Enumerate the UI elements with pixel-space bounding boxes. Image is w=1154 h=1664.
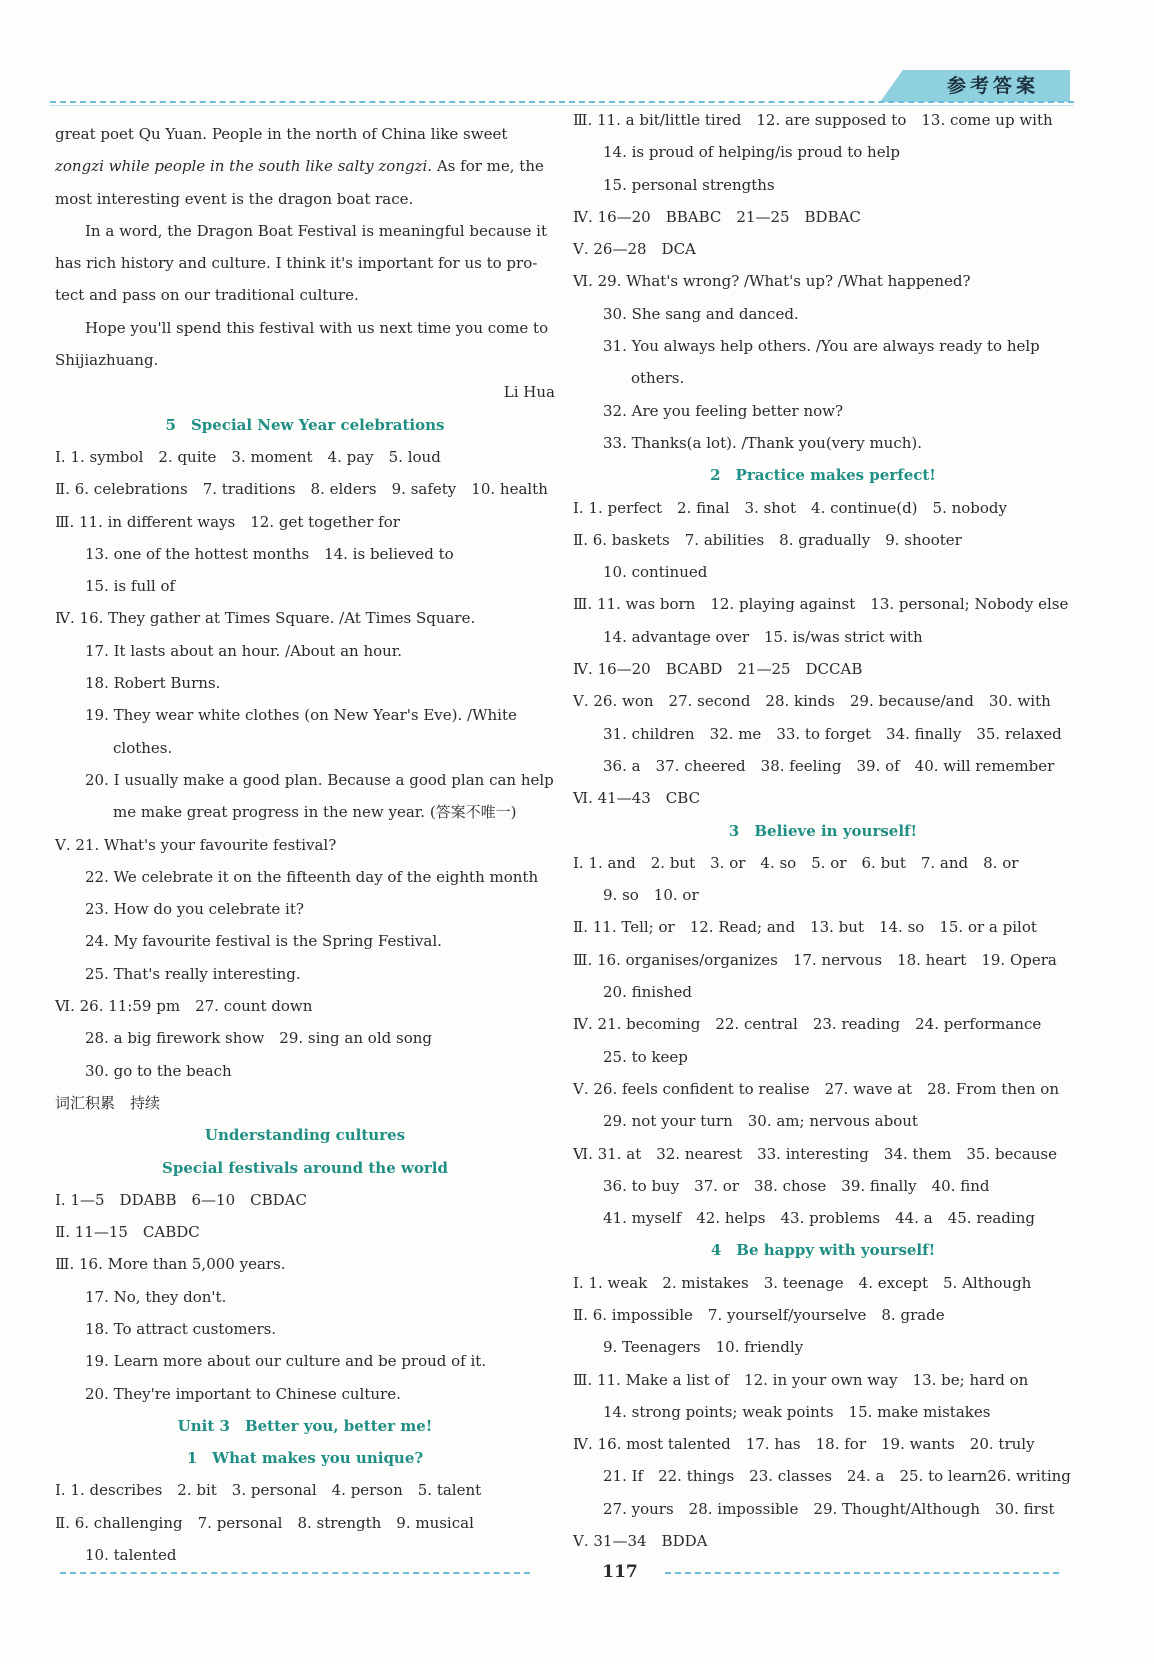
essay-paragraph-2: In a word, the Dragon Boat Festival is meaningful because it has rich history and culture. I think it's important for us to pro- tect and pass on our traditional culture.: [55, 221, 547, 305]
section-heading: 4 Be happy with yourself!: [710, 1241, 936, 1260]
answer-line: Ⅴ. 21. What's your favourite festival?: [55, 835, 337, 854]
answer-line: 20. finished: [603, 983, 692, 1002]
page-footer: [60, 1562, 1059, 1582]
answer-line: 10. continued: [603, 563, 708, 582]
left-column: [55, 118, 555, 1571]
answer-line: Ⅴ. 31—34 BDDA: [573, 1532, 708, 1551]
vocab-note: 词汇积累 持续: [55, 1093, 161, 1112]
answer-line: Ⅲ. 16. organises/organizes 17. nervous 18. heart 19. Opera: [573, 950, 1057, 969]
section-heading: Special festivals around the world: [162, 1158, 448, 1177]
essay-paragraph-1: great poet Qu Yuan. People in the north of China like sweet zongzi while people in the south like salty zongzi. As for me, the most interesting event is the dragon boat race.: [55, 125, 544, 208]
answer-line: 29. not your turn 30. am; nervous about: [603, 1112, 918, 1131]
answer-line: others.: [631, 369, 685, 388]
answer-line: 25. That's really interesting.: [85, 964, 301, 983]
answer-line: 21. If 22. things 23. classes 24. a 25. to learn26. writing: [603, 1467, 1071, 1486]
answer-line: 30. She sang and danced.: [603, 304, 799, 323]
answer-line: Ⅳ. 16—20 BCABD 21—25 DCCAB: [573, 660, 863, 679]
answer-line: 23. How do you celebrate it?: [85, 900, 304, 919]
header-title: 参考答案: [946, 75, 1039, 97]
answer-line: Ⅱ. 6. baskets 7. abilities 8. gradually 9. shooter: [573, 530, 962, 549]
answer-line: 14. is proud of helping/is proud to help: [603, 143, 900, 162]
essay-paragraph-3: Hope you'll spend this festival with us next time you come to Shijiazhuang.: [55, 318, 549, 370]
answer-line: Ⅱ. 6. challenging 7. personal 8. strength 9. musical: [55, 1513, 474, 1532]
answer-line: 31. children 32. me 33. to forget 34. finally 35. relaxed: [603, 724, 1062, 743]
answer-line: 15. personal strengths: [603, 175, 775, 194]
answer-line: 14. advantage over 15. is/was strict with: [603, 627, 923, 646]
answer-line: 18. To attract customers.: [85, 1319, 277, 1338]
answer-line: Ⅴ. 26—28 DCA: [573, 240, 696, 259]
page-number: 117: [602, 1562, 638, 1582]
section-heading: 5 Special New Year celebrations: [165, 415, 445, 434]
header-divider: [50, 101, 1074, 103]
answer-line: 27. yours 28. impossible 29. Thought/Although 30. first: [603, 1499, 1055, 1518]
answer-line: Ⅱ. 6. celebrations 7. traditions 8. elders 9. safety 10. health: [55, 480, 548, 499]
answer-line: 19. Learn more about our culture and be proud of it.: [85, 1352, 487, 1371]
answer-line: Ⅲ. 11. a bit/little tired 12. are supposed to 13. come up with: [573, 111, 1053, 129]
answer-line: 36. a 37. cheered 38. feeling 39. of 40. will remember: [603, 756, 1055, 775]
answer-line: 18. Robert Burns.: [85, 674, 221, 693]
answer-line: 19. They wear white clothes (on New Year's Eve). /White: [85, 706, 517, 725]
answer-line: 28. a big firework show 29. sing an old song: [85, 1029, 432, 1048]
answer-line: Ⅴ. 26. won 27. second 28. kinds 29. because/and 30. with: [573, 692, 1051, 711]
answer-line: Ⅰ. 1. symbol 2. quite 3. moment 4. pay 5. loud: [55, 447, 441, 466]
answer-line: Ⅰ. 1—5 DDABB 6—10 CBDAC: [55, 1190, 307, 1209]
answer-line: Ⅵ. 41—43 CBC: [573, 789, 701, 808]
answer-line: 20. I usually make a good plan. Because a good plan can help: [85, 770, 554, 789]
answer-line: clothes.: [113, 738, 173, 757]
answer-line: 9. Teenagers 10. friendly: [603, 1338, 804, 1357]
answer-line: 25. to keep: [603, 1047, 688, 1066]
answer-line: 9. so 10. or: [603, 886, 699, 905]
answer-line: 22. We celebrate it on the fifteenth day of the eighth month: [85, 867, 539, 886]
right-column: [573, 104, 1073, 1557]
section-heading: 1 What makes you unique?: [186, 1449, 424, 1468]
answer-line: 41. myself 42. helps 43. problems 44. a 45. reading: [603, 1209, 1035, 1228]
answer-line: 33. Thanks(a lot). /Thank you(very much).: [603, 433, 923, 452]
section-heading: 3 Believe in yourself!: [728, 821, 918, 840]
section-heading: 2 Practice makes perfect!: [710, 466, 936, 485]
section-heading: Understanding cultures: [204, 1126, 406, 1145]
answer-line: Ⅰ. 1. perfect 2. final 3. shot 4. continue(d) 5. nobody: [573, 498, 1008, 517]
essay-signature: Li Hua: [503, 383, 555, 402]
footer-divider-right: [665, 1572, 1059, 1574]
answer-line: Ⅳ. 16—20 BBABC 21—25 BDBAC: [573, 207, 861, 226]
answer-line: Ⅱ. 11—15 CABDC: [55, 1223, 200, 1242]
answer-line: Ⅰ. 1. and 2. but 3. or 4. so 5. or 6. but 7. and 8. or: [573, 853, 1019, 872]
answer-line: 36. to buy 37. or 38. chose 39. finally 40. find: [603, 1176, 990, 1195]
answer-line: Ⅳ. 16. most talented 17. has 18. for 19. wants 20. truly: [573, 1435, 1035, 1454]
answer-line: 17. No, they don't.: [85, 1287, 227, 1306]
answer-line: Ⅰ. 1. describes 2. bit 3. personal 4. person 5. talent: [55, 1481, 482, 1500]
answer-line: me make great progress in the new year. (答案不唯一): [113, 803, 517, 822]
answer-line: Ⅵ. 31. at 32. nearest 33. interesting 34. them 35. because: [573, 1144, 1058, 1163]
footer-divider-left: [60, 1572, 530, 1574]
answer-line: Ⅱ. 6. impossible 7. yourself/yourselve 8. grade: [573, 1305, 945, 1324]
answer-line: 32. Are you feeling better now?: [603, 401, 844, 420]
answer-line: Ⅲ. 11. in different ways 12. get together for: [55, 512, 400, 531]
answer-line: Ⅵ. 26. 11:59 pm 27. count down: [55, 997, 313, 1016]
answer-line: Ⅴ. 26. feels confident to realise 27. wave at 28. From then on: [573, 1079, 1059, 1098]
answer-line: Ⅳ. 21. becoming 22. central 23. reading 24. performance: [573, 1015, 1042, 1034]
answer-line: 31. You always help others. /You are always ready to help: [603, 337, 1040, 356]
answer-line: Ⅳ. 16. They gather at Times Square. /At Times Square.: [55, 609, 476, 628]
answer-line: 14. strong points; weak points 15. make mistakes: [603, 1402, 991, 1421]
answer-line: 13. one of the hottest months 14. is believed to: [85, 544, 454, 563]
answer-line: 30. go to the beach: [85, 1061, 232, 1080]
answer-line: Ⅵ. 29. What's wrong? /What's up? /What happened?: [573, 272, 971, 291]
answer-line: 15. is full of: [85, 577, 176, 596]
answer-line: 20. They're important to Chinese culture.: [85, 1384, 401, 1403]
answer-line: Ⅱ. 11. Tell; or 12. Read; and 13. but 14. so 15. or a pilot: [573, 918, 1037, 937]
answer-line: Ⅲ. 16. More than 5,000 years.: [55, 1255, 286, 1274]
answer-line: 17. It lasts about an hour. /About an hour.: [85, 641, 403, 660]
answer-line: 10. talented: [85, 1546, 177, 1565]
answer-line: Ⅰ. 1. weak 2. mistakes 3. teenage 4. except 5. Although: [573, 1273, 1032, 1292]
answer-line: Ⅲ. 11. was born 12. playing against 13. personal; Nobody else: [573, 595, 1069, 614]
answer-line: 24. My favourite festival is the Spring Festival.: [85, 932, 442, 951]
answer-line: Ⅲ. 11. Make a list of 12. in your own way 13. be; hard on: [573, 1370, 1029, 1389]
unit-heading: Unit 3 Better you, better me!: [177, 1416, 433, 1435]
